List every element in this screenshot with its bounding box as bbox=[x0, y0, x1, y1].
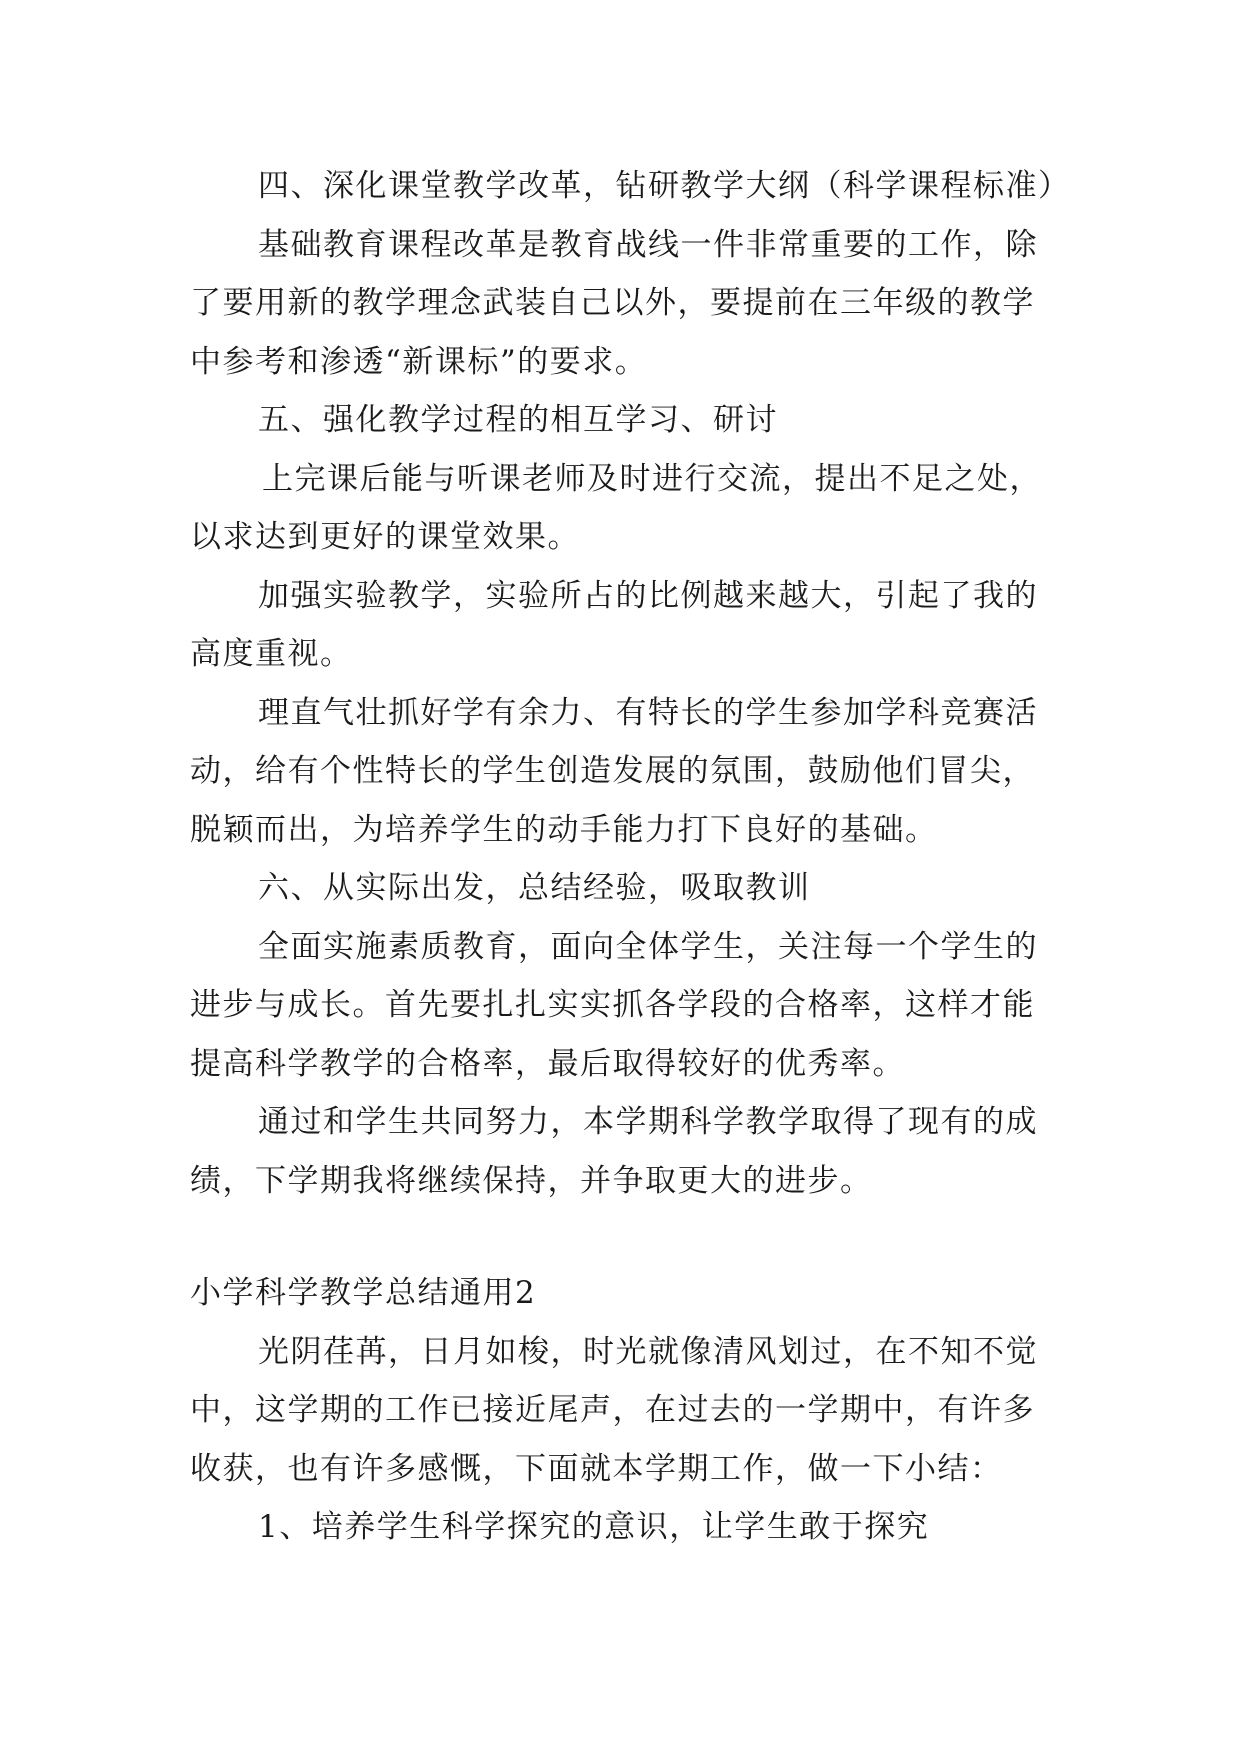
paragraph-line: 动，给有个性特长的学生创造发展的氛围，鼓励他们冒尖， bbox=[190, 753, 1035, 789]
article-title: 小学科学教学总结通用2 bbox=[190, 1275, 537, 1311]
paragraph-line: 全面实施素质教育，面向全体学生，关注每一个学生的 bbox=[258, 929, 1038, 965]
section-heading-6: 六、从实际出发，总结经验，吸取教训 bbox=[258, 870, 811, 906]
section-heading-5: 五、强化教学过程的相互学习、研讨 bbox=[258, 402, 778, 438]
paragraph-line: 加强实验教学，实验所占的比例越来越大，引起了我的 bbox=[258, 578, 1038, 614]
numbered-item: 1、培养学生科学探究的意识，让学生敢于探究 bbox=[258, 1509, 930, 1545]
paragraph-line: 脱颖而出，为培养学生的动手能力打下良好的基础。 bbox=[190, 812, 938, 848]
paragraph-line: 通过和学生共同努力，本学期科学教学取得了现有的成 bbox=[258, 1104, 1038, 1140]
paragraph-line: 中，这学期的工作已接近尾声，在过去的一学期中，有许多 bbox=[190, 1392, 1035, 1428]
paragraph-line: 以求达到更好的课堂效果。 bbox=[190, 519, 580, 555]
paragraph-line: 了要用新的教学理念武装自己以外，要提前在三年级的教学 bbox=[190, 285, 1035, 321]
paragraph-line: 光阴荏苒，日月如梭，时光就像清风划过，在不知不觉 bbox=[258, 1334, 1038, 1370]
paragraph-line: 绩，下学期我将继续保持，并争取更大的进步。 bbox=[190, 1163, 873, 1199]
paragraph-line: 进步与成长。首先要扎扎实实抓各学段的合格率，这样才能 bbox=[190, 987, 1035, 1023]
paragraph-line: 中参考和渗透“新课标”的要求。 bbox=[190, 344, 648, 380]
paragraph-line: 基础教育课程改革是教育战线一件非常重要的工作，除 bbox=[258, 227, 1038, 263]
paragraph-line: 高度重视。 bbox=[190, 636, 353, 672]
section-heading-4: 四、深化课堂教学改革，钻研教学大纲（科学课程标准） bbox=[258, 168, 1071, 204]
paragraph-line: 上完课后能与听课老师及时进行交流，提出不足之处， bbox=[262, 461, 1042, 497]
paragraph-line: 理直气壮抓好学有余力、有特长的学生参加学科竞赛活 bbox=[258, 695, 1038, 731]
paragraph-line: 提高科学教学的合格率，最后取得较好的优秀率。 bbox=[190, 1046, 905, 1082]
paragraph-line: 收获，也有许多感慨，下面就本学期工作，做一下小结： bbox=[190, 1451, 1003, 1487]
